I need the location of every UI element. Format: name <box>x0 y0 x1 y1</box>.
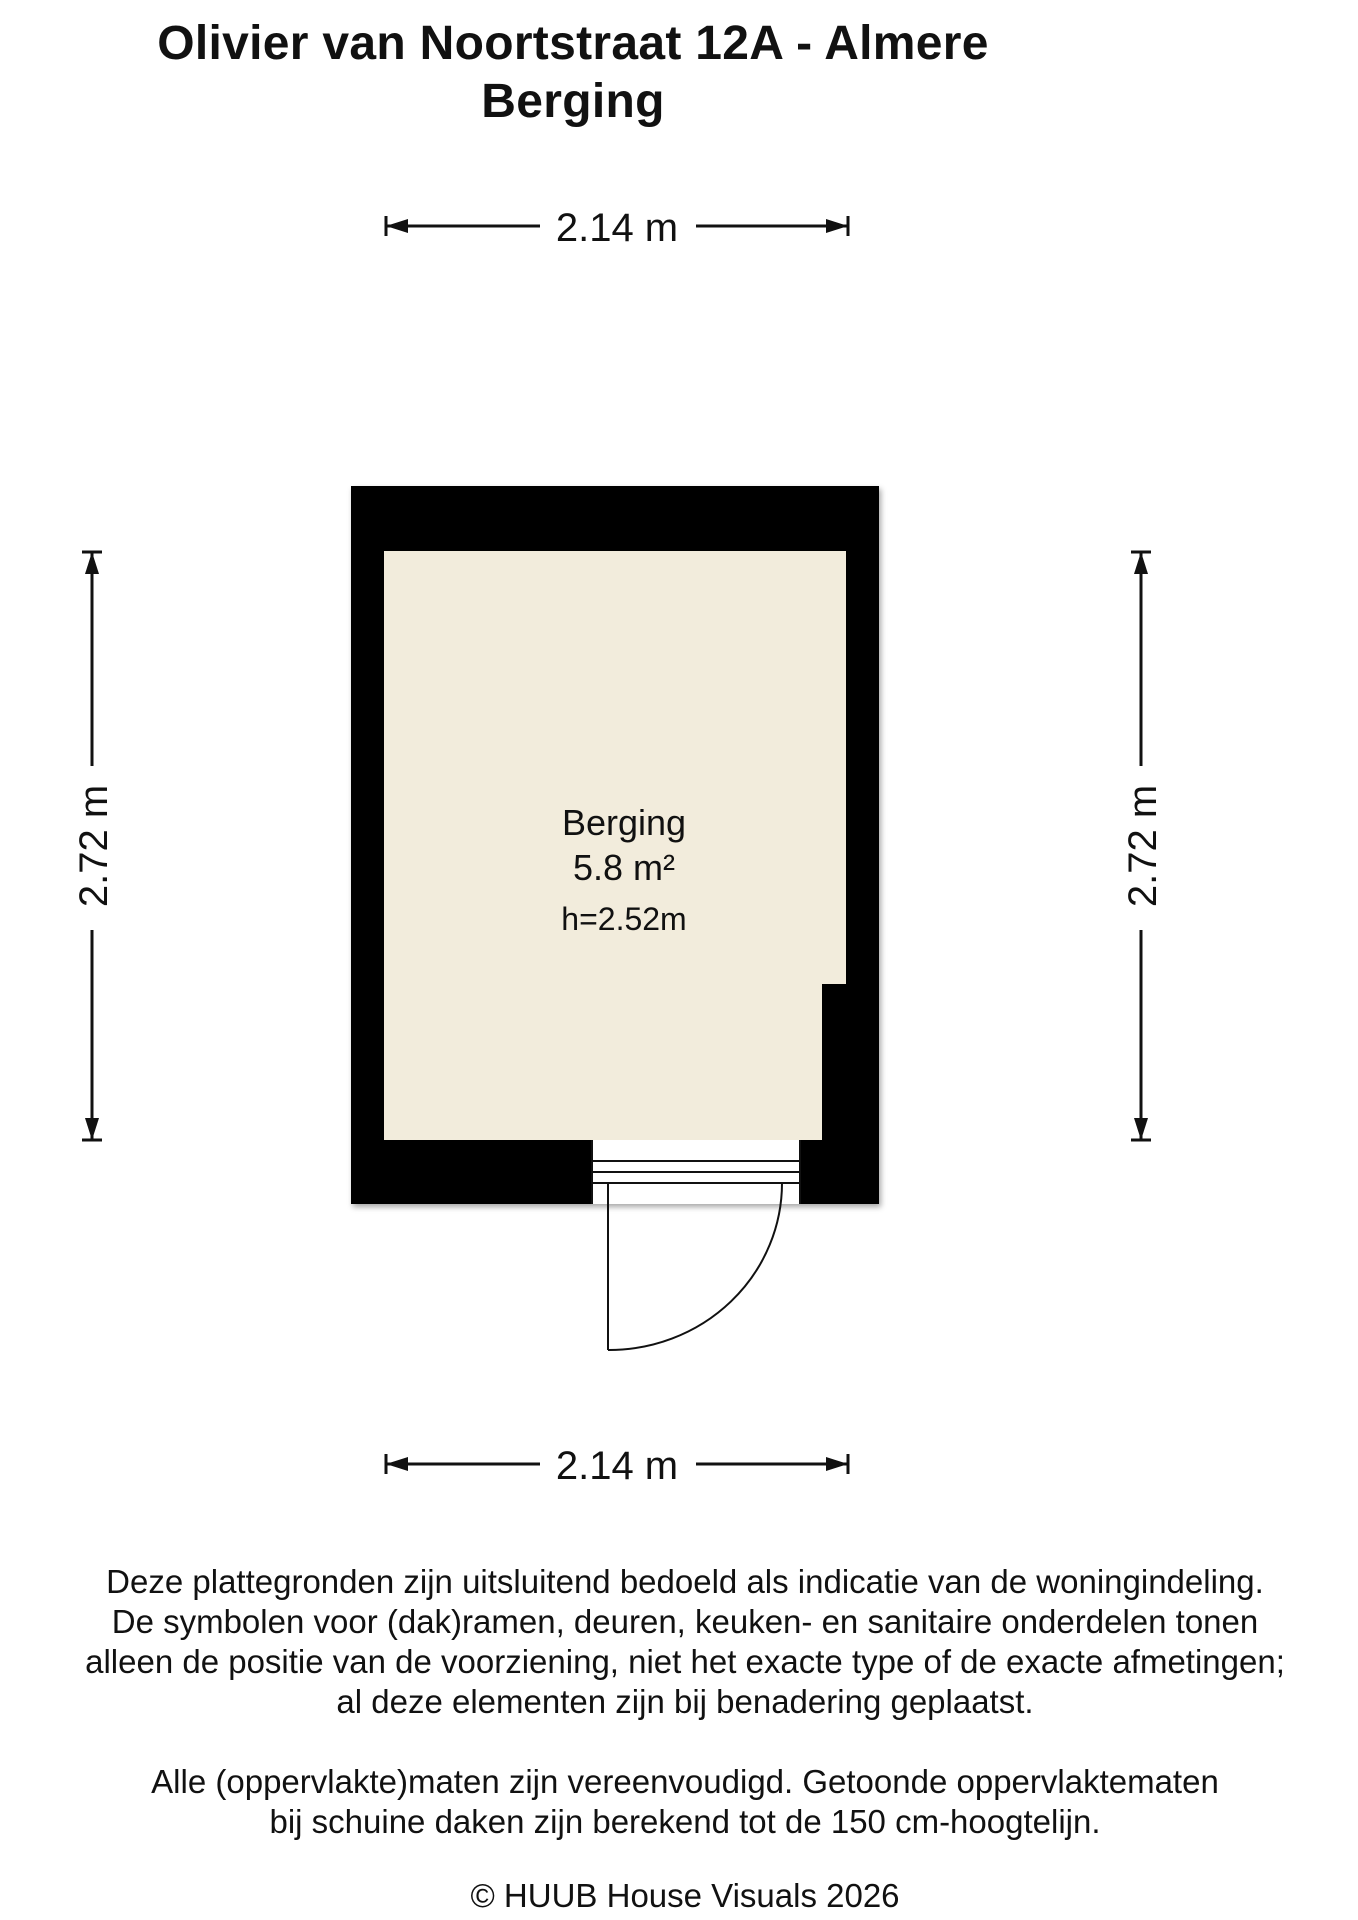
room-name: Berging <box>561 802 687 843</box>
disclaimer-line: alleen de positie van de voorziening, niet het exacte type of de exacte afmetingen; <box>85 1643 1285 1680</box>
bottom-width-dimension <box>386 1444 848 1488</box>
room-area: 5.8 m² <box>572 847 676 888</box>
left-height-label: 2.72 m <box>72 784 116 908</box>
right-height-dimension <box>1121 552 1165 1140</box>
right-height-label: 2.72 m <box>1121 784 1165 908</box>
disclaimer-line: Alle (oppervlakte)maten zijn vereenvoudigd. Getoonde oppervlaktematen <box>151 1763 1219 1800</box>
room-floor <box>384 551 846 1140</box>
disclaimer-line: al deze elementen zijn bij benadering geplaatst. <box>336 1683 1034 1720</box>
disclaimer-paragraph-2 <box>0 1762 1358 1842</box>
top-width-label: 2.14 m <box>555 206 679 250</box>
room-height: h=2.52m <box>561 901 687 937</box>
wall-element <box>822 984 846 1140</box>
plan-subtitle: Berging <box>481 75 665 128</box>
copyright-notice: © HUUB House Visuals 2026 <box>470 1877 900 1914</box>
disclaimer-paragraph-1 <box>0 1562 1358 1722</box>
plan-title: Olivier van Noortstraat 12A - Almere <box>157 17 989 70</box>
door <box>592 1140 800 1350</box>
disclaimer-line: Deze plattegronden zijn uitsluitend bedoeld als indicatie van de woningindeling. <box>106 1563 1264 1600</box>
disclaimer-line: bij schuine daken zijn berekend tot de 150 cm-hoogtelijn. <box>269 1803 1101 1840</box>
bottom-width-label: 2.14 m <box>555 1444 679 1488</box>
top-width-dimension <box>386 206 848 250</box>
left-height-dimension <box>72 552 116 1140</box>
disclaimer-line: De symbolen voor (dak)ramen, deuren, keuken- en sanitaire onderdelen tonen <box>111 1603 1259 1640</box>
